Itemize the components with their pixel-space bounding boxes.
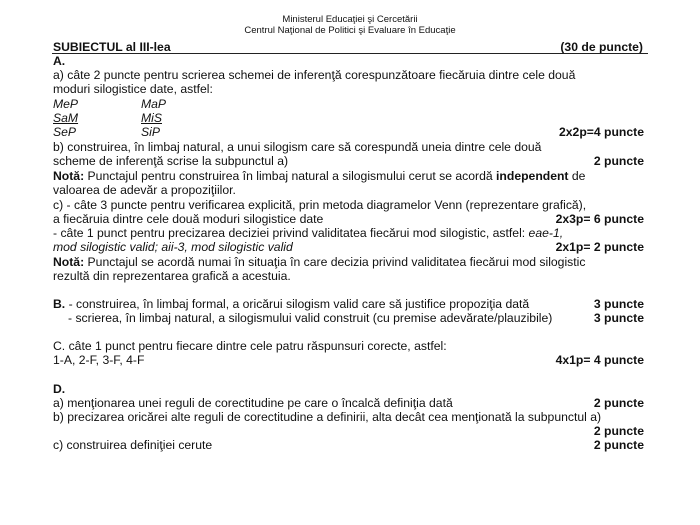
a-text-2: moduri silogistice date, astfel:: [53, 82, 213, 96]
schema-1-premise-1: MeP: [53, 97, 79, 111]
ministry-line: Ministerul Educaţiei şi Cercetării: [282, 14, 418, 25]
c-score-1: 2x3p= 6 puncte: [555, 212, 644, 226]
subject-points: (30 de puncte): [560, 40, 643, 54]
title-rule: [52, 53, 648, 54]
c-score-2: 2x1p= 2 puncte: [555, 240, 644, 254]
d-b-score: 2 puncte: [593, 424, 644, 438]
d-c-text: c) construirea definiţiei cerute: [53, 438, 213, 452]
c-section-answers: 1-A, 2-F, 3-F, 4-F: [53, 353, 145, 367]
d-c-score: 2 puncte: [593, 438, 644, 452]
schema-2-premise-2: MiS: [141, 111, 162, 125]
a-text-1: a) câte 2 puncte pentru scrierea schemei de inferenţă corespunzătoare fiecăruia dintre cele două: [53, 68, 576, 82]
c-text-3a: - câte 1 punct pentru precizarea deciziei privind validitatea fiecărui mod silogistic, astfel:: [53, 226, 529, 240]
note-1-label: Notă:: [53, 169, 85, 183]
c-text-3b: eae-1,: [528, 226, 564, 240]
b-section-score-1: 3 puncte: [593, 297, 644, 311]
note-1: [53, 169, 585, 183]
c-section-score: 4x1p= 4 puncte: [555, 353, 644, 367]
b-text-1: b) construirea, în limbaj natural, a unui silogism care să corespundă uneia dintre cele două: [53, 140, 542, 154]
schema-1-premise-2: SaM: [53, 111, 79, 125]
note-1-line-2: valoarea de adevăr a propoziţiilor.: [53, 183, 236, 197]
b-section-text-2: - scrierea, în limbaj natural, a silogismului valid construit (cu premise adevărate/plauzibile): [68, 311, 553, 325]
note-2-line-2: rezultă din reprezentarea grafică a acestuia.: [53, 269, 291, 283]
section-d-label: D.: [53, 382, 66, 396]
c-text-1: c) - câte 3 puncte pentru verificarea explicită, prin metoda diagramelor Venn (reprezentare grafică),: [53, 198, 587, 212]
note-2: [53, 255, 585, 269]
note-1-bold: independent: [496, 169, 569, 183]
schema-2-premise-1: MaP: [141, 97, 167, 111]
b-section-line-1: B. - construirea, în limbaj formal, a oricărui silogism valid care să justifice propoziţia dată: [53, 297, 530, 311]
center-line: Centrul Naţional de Politici şi Evaluare în Educaţie: [244, 25, 456, 36]
a-score: 2x2p=4 puncte: [558, 125, 644, 139]
section-a-label: A.: [53, 54, 66, 68]
c-section-text-1: C. câte 1 punct pentru fiecare dintre cele patru răspunsuri corecte, astfel:: [53, 339, 447, 353]
b-text-2: scheme de inferenţă scrise la subpunctul a): [53, 154, 289, 168]
d-a-score: 2 puncte: [593, 396, 644, 410]
note-1-text: Punctajul pentru construirea în limbaj natural a silogismului cerut se acordă: [84, 169, 497, 183]
c-text-2: a fiecăruia dintre cele două moduri silogistice date: [53, 212, 324, 226]
d-b-text: b) precizarea oricărei alte reguli de corectitudine a definirii, alta decât cea menţionată la subpunctul a): [53, 410, 602, 424]
b-section-text-1: - construirea, în limbaj formal, a oricărui silogism valid care să justifice propoziţia dată: [65, 297, 530, 311]
b-section-score-2: 3 puncte: [593, 311, 644, 325]
schema-2-conclusion: SiP: [141, 125, 160, 139]
subject-title: SUBIECTUL al III-lea: [53, 40, 171, 54]
b-score: 2 puncte: [593, 154, 644, 168]
c-text-4: mod silogistic valid; aii-3, mod silogistic valid: [53, 240, 293, 254]
note-2-label: Notă:: [53, 255, 85, 269]
note-1-tail: de: [568, 169, 586, 183]
schema-1-conclusion: SeP: [53, 125, 77, 139]
d-a-text: a) menţionarea unei reguli de corectitudine pe care o încalcă definiţia dată: [53, 396, 453, 410]
c-text-3: [53, 226, 563, 240]
note-2-text: Punctajul se acordă numai în situaţia în care decizia privind validitatea fiecărui mod silogistic: [84, 255, 586, 269]
